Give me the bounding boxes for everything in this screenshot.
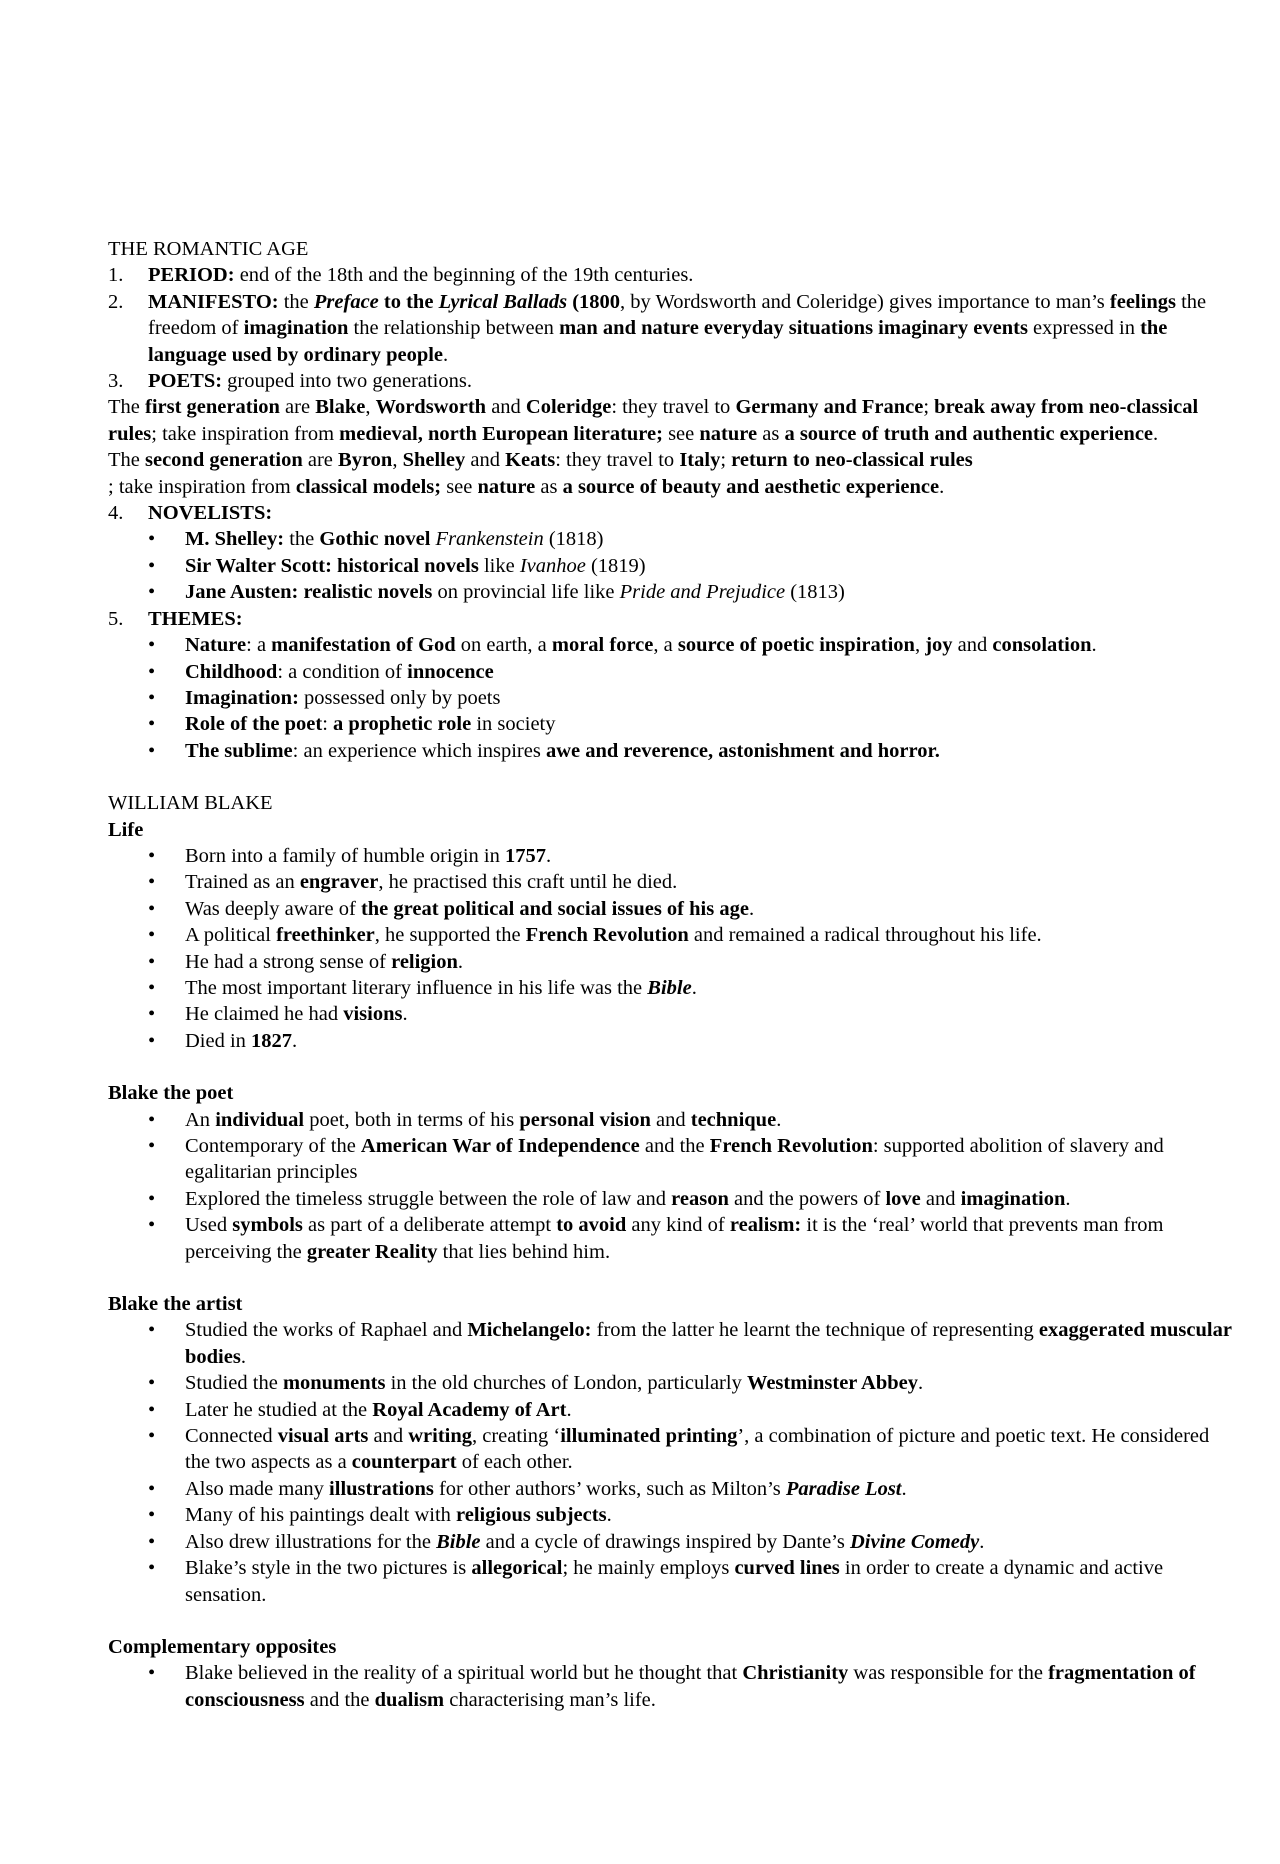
list-item-novelists: 4. NOVELISTS: (108, 502, 273, 525)
spacer (108, 1608, 1238, 1634)
bullet-life-engraver: • Trained as an engraver, he practised this craft until he died. (108, 869, 1238, 895)
spacer (108, 764, 1238, 790)
subheading-blake-the-poet: Blake the poet (108, 1082, 234, 1105)
bullet-novelist-scott: • Sir Walter Scott: historical novels like Ivanhoe (1819) (108, 553, 1238, 579)
bullet-novelist-shelley: • M. Shelley: the Gothic novel Frankenstein (1818) (108, 526, 1238, 552)
subheading-life: Life (108, 818, 144, 841)
bullet-theme-role-of-poet: • Role of the poet: a prophetic role in society (108, 711, 1238, 737)
bullet-artist-michelangelo: • Studied the works of Raphael and Michelangelo: from the latter he learnt the technique of representing exaggerated muscular bodies. (108, 1317, 1238, 1370)
list-item-themes: 5. THEMES: (108, 607, 243, 630)
list-item-poets: 3. POETS: grouped into two generations. (108, 370, 472, 393)
paragraph-first-generation: The first generation are Blake, Wordsworth and Coleridge: they travel to Germany and France; break away from neo-classical rules; take inspiration from medieval, north European literature; see nature as a source of truth and authentic experience. (108, 396, 1199, 445)
bullet-artist-royal-academy: • Later he studied at the Royal Academy of Art. (108, 1397, 1238, 1423)
bullet-opposites-christianity: • Blake believed in the reality of a spiritual world but he thought that Christianity was responsible for the fragmentation of consciousness and the dualism characterising man’s life. (108, 1660, 1238, 1713)
bullet-artist-monuments: • Studied the monuments in the old churches of London, particularly Westminster Abbey. (108, 1370, 1238, 1396)
subheading-blake-the-artist: Blake the artist (108, 1293, 243, 1316)
bullet-poet-struggle: • Explored the timeless struggle between the role of law and reason and the powers of love and imagination. (108, 1186, 1238, 1212)
bullet-artist-dante: • Also drew illustrations for the Bible and a cycle of drawings inspired by Dante’s Divine Comedy. (108, 1529, 1238, 1555)
bullet-poet-symbols: • Used symbols as part of a deliberate attempt to avoid any kind of realism: it is the ‘real’ world that prevents man from perceiving the greater Reality that lies behind him. (108, 1212, 1238, 1265)
bullet-life-freethinker: • A political freethinker, he supported the French Revolution and remained a radical throughout his life. (108, 922, 1238, 948)
spacer (108, 1265, 1238, 1291)
bullet-life-aware: • Was deeply aware of the great political and social issues of his age. (108, 896, 1238, 922)
document-page (108, 236, 1238, 1713)
section-title-romantic-age: THE ROMANTIC AGE (108, 238, 309, 260)
bullet-life-visions: • He claimed he had visions. (108, 1001, 1238, 1027)
spacer (108, 1054, 1238, 1080)
bullet-theme-imagination: • Imagination: possessed only by poets (108, 685, 1238, 711)
section-title-william-blake: WILLIAM BLAKE (108, 792, 273, 815)
bullet-life-born: • Born into a family of humble origin in 1757. (108, 843, 1238, 869)
list-item-period: 1. PERIOD: end of the 18th and the beginning of the 19th centuries. (108, 264, 694, 287)
bullet-artist-religious-subjects: • Many of his paintings dealt with religious subjects. (108, 1502, 1238, 1528)
bullet-artist-style: • Blake’s style in the two pictures is allegorical; he mainly employs curved lines in order to create a dynamic and active sensation. (108, 1555, 1238, 1608)
bullet-theme-childhood: • Childhood: a condition of innocence (108, 659, 1238, 685)
list-item-manifesto: 2. MANIFESTO: the Preface to the Lyrical Ballads (1800, by Wordsworth and Coleridge) gives importance to man’s feelings the freedom of imagination the relationship between man and nature everyday situations imaginary events expressed in the language used by ordinary people. (108, 290, 1207, 366)
bullet-poet-contemporary: • Contemporary of the American War of Independence and the French Revolution: supported abolition of slavery and egalitarian principles (108, 1133, 1238, 1186)
bullet-theme-sublime: • The sublime: an experience which inspires awe and reverence, astonishment and horror. (108, 738, 1238, 764)
subheading-complementary-opposites: Complementary opposites (108, 1635, 337, 1658)
bullet-artist-illuminated-printing: • Connected visual arts and writing, creating ‘illuminated printing’, a combination of picture and poetic text. He considered the two aspects as a counterpart of each other. (108, 1423, 1238, 1476)
bullet-theme-nature: • Nature: a manifestation of God on earth, a moral force, a source of poetic inspiration, joy and consolation. (108, 632, 1238, 658)
bullet-life-died: • Died in 1827. (108, 1028, 1238, 1054)
bullet-life-religion: • He had a strong sense of religion. (108, 949, 1238, 975)
bullet-poet-individual: • An individual poet, both in terms of his personal vision and technique. (108, 1107, 1238, 1133)
bullet-artist-illustrations: • Also made many illustrations for other authors’ works, such as Milton’s Paradise Lost. (108, 1476, 1238, 1502)
bullet-novelist-austen: • Jane Austen: realistic novels on provincial life like Pride and Prejudice (1813) (108, 579, 1238, 605)
bullet-life-bible: • The most important literary influence in his life was the Bible. (108, 975, 1238, 1001)
paragraph-second-generation: The second generation are Byron, Shelley and Keats: they travel to Italy; return to neo-classical rules ; take inspiration from classical models; see nature as a source of beauty and aesthetic experience. (108, 449, 973, 498)
